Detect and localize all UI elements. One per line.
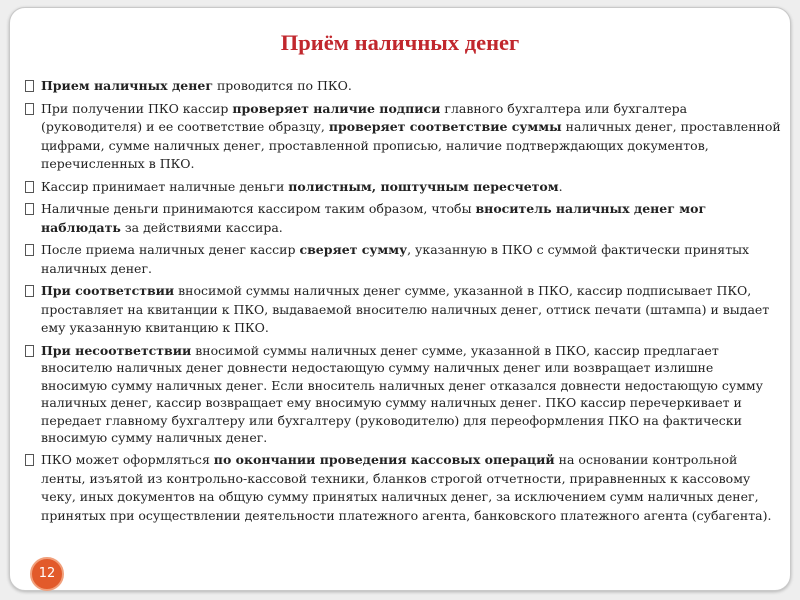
slide bbox=[9, 7, 791, 591]
bullet-paragraph bbox=[25, 77, 783, 96]
text-run: проводится по ПКО. bbox=[213, 78, 352, 93]
bullet-box-icon bbox=[25, 203, 34, 215]
bullet-paragraph bbox=[25, 100, 783, 174]
bullet-paragraph bbox=[25, 178, 783, 197]
bullet-box-icon bbox=[25, 103, 34, 115]
bullet-box-icon bbox=[25, 454, 34, 466]
bullet-paragraph bbox=[25, 451, 783, 525]
slide-title: Приём наличных денег bbox=[280, 30, 520, 55]
bullet-box-icon bbox=[25, 244, 34, 256]
text-run: на основании контрольной ленты, изъятой из контрольно-кассовой техники, бланков строгой отчетности, приравненных к кассовому чеку, иных документов на общую сумму принятых наличных денег, за исключением сумм наличных денег, принятых при осуществлении деятельности платежного агента, банковского платежного агента (субагента). bbox=[41, 452, 772, 523]
slide-content bbox=[25, 77, 783, 529]
bullet-paragraph bbox=[25, 282, 783, 338]
text-run: Кассир принимает наличные деньги bbox=[41, 178, 289, 194]
bold-phrase: проверяет соответствие суммы bbox=[328, 119, 562, 134]
bold-phrase: проверяет наличие подписи bbox=[232, 100, 441, 116]
text-run: вносимой суммы наличных денег сумме, указанной в ПКО, кассир предлагает вносителю наличных денег довнести недостающую сумму наличных денег или возвращает излишне вносимую сумму наличных денег. Если вноситель наличных денег отказался довнести недостающую сумму наличных денег, кассир возвращает ему вносимую сумму наличных денег. ПКО кассир перечеркивает и передает главному бухгалтеру или бухгалтеру (руководителю) для переоформления ПКО на фактически вносимую сумму наличных денег. bbox=[41, 342, 764, 446]
text-run: , указанную в ПКО с суммой фактически принятых наличных денег. bbox=[41, 242, 750, 276]
bullet-paragraph bbox=[25, 342, 783, 448]
bold-phrase: по окончании проведения кассовых операций bbox=[213, 452, 555, 468]
text-run: ПКО может оформляться bbox=[41, 452, 214, 468]
page-number-badge: 12 bbox=[30, 557, 64, 591]
text-run: . bbox=[558, 178, 563, 194]
text-run: главного бухгалтера или бухгалтера (руководителя) и ее соответствие образцу, bbox=[41, 100, 688, 134]
text-run: за действиями кассира. bbox=[120, 219, 283, 235]
bullet-box-icon bbox=[25, 345, 34, 357]
bold-phrase: При несоответствии bbox=[41, 342, 192, 358]
text-run: После приема наличных денег кассир bbox=[41, 242, 300, 257]
text-run: При получении ПКО кассир bbox=[41, 100, 233, 116]
text-run: вносимой суммы наличных денег сумме, указанной в ПКО, кассир подписывает ПКО, проставляет на квитанции к ПКО, выдаваемой вносителю наличных денег, оттиск печати (штампа) и выдает ему указанную квитанцию к ПКО. bbox=[41, 283, 770, 335]
bold-phrase: Прием наличных денег bbox=[41, 78, 213, 93]
bold-phrase: При соответствии bbox=[41, 283, 175, 298]
bold-phrase: полистным, поштучным пересчетом bbox=[288, 178, 559, 194]
text-run: Наличные деньги принимаются кассиром таким образом, чтобы bbox=[41, 201, 476, 216]
text-run: наличных денег, проставленной цифрами, сумме наличных денег, проставленной прописью, наличие подтверждающих документов, перечисленных в ПКО. bbox=[41, 119, 781, 171]
bullet-box-icon bbox=[25, 285, 34, 297]
bullet-paragraph bbox=[25, 241, 783, 278]
bullet-box-icon bbox=[25, 80, 34, 92]
bullet-box-icon bbox=[25, 181, 34, 193]
bullet-paragraph bbox=[25, 200, 783, 237]
bold-phrase: вноситель наличных денег мог наблюдать bbox=[41, 201, 707, 235]
bold-phrase: сверяет сумму bbox=[299, 242, 408, 257]
